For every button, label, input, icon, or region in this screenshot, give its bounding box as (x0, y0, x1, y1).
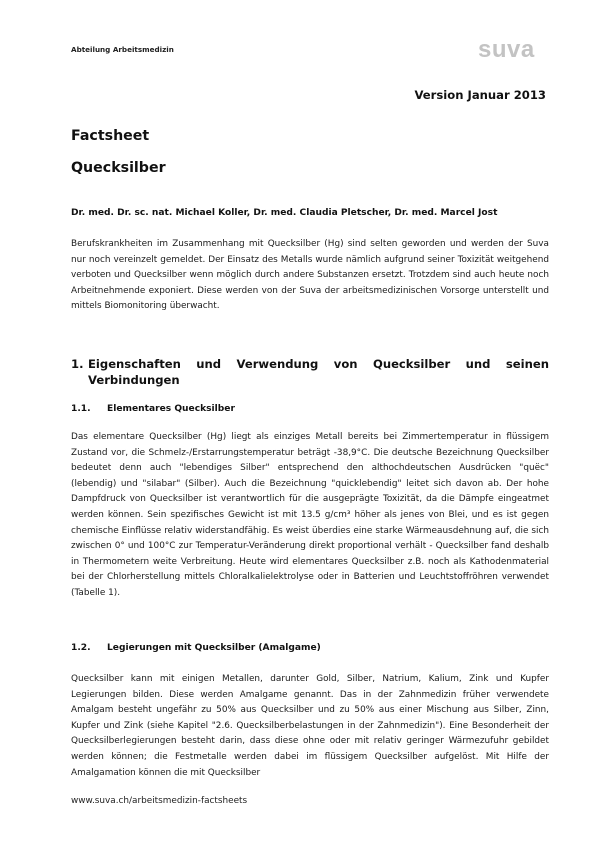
department-label: Abteilung Arbeitsmedizin (71, 45, 174, 54)
intro-paragraph: Berufskrankheiten im Zusammenhang mit Quecksilber (Hg) sind selten geworden und werden der Suva nur noch vereinzelt gemeldet. Der Einsatz des Metalls wurde nämlich aufgrund seiner Toxizität weitgehend verboten und Quecksilber wenn möglich durch andere Substanzen ersetzt. Trotzdem sind auch heute noch Arbeitnehmende exponiert. Diese werden von der Suva der arbeitsmedizinischen Vorsorge unterstellt und mittels Biomonitoring überwacht. (71, 239, 549, 312)
section-1-1-paragraph: Das elementare Quecksilber (Hg) liegt als einziges Metall bereits bei Zimmertemperatur in flüssigem Zustand vor, die Schmelz-/Erstarrungstemperatur beträgt -38,9°C. Die deutsche Bezeichnung Quecksilber bedeutet denn auch "lebendiges Silber" entsprechend den althochdeutschen Ausdrücken "quëc" (lebendig) und "silabar" (Silber). Auch die Bezeichnung "quicklebendig" leitet sich davon ab. Der hohe Dampfdruck von Quecksilber ist verantwortlich für die ausgeprägte Toxizität, da die Dämpfe eingeatmet werden können. Sein spezifisches Gewicht ist mit 13.5 g/cm³ höher als jenes von Blei, und es ist gegen chemische Einflüsse relativ widerstandfähig. Es weist überdies eine starke Wärmeausdehnung auf, die sich zwischen 0° und 100°C zur Temperatur-Veränderung direkt proportional verhält - Quecksilber fand deshalb in Thermometern weite Verbreitung. Heute wird elementares Quecksilber z.B. noch als Kathodenmaterial bei der Chlorherstellung mittels Chloralkalielektrolyse oder in Batterien und Leuchtstoffröhren verwendet (Tabelle 1). (71, 432, 549, 598)
authors-line: Dr. med. Dr. sc. nat. Michael Koller, Dr. med. Claudia Pletscher, Dr. med. Marcel Jost (71, 208, 498, 218)
doc-type-title: Factsheet (71, 128, 150, 144)
section-1-title: Eigenschaften und Verwendung von Quecksilber und seinen Verbindungen (88, 357, 549, 387)
doc-subject-title: Quecksilber (71, 160, 166, 176)
section-1-2-title: Legierungen mit Quecksilber (Amalgame) (107, 643, 321, 653)
section-1-1-title: Elementares Quecksilber (107, 404, 235, 414)
section-1-2-number: 1.2. (71, 643, 91, 653)
section-1-heading (71, 356, 549, 388)
version-label: Version Januar 2013 (414, 88, 546, 102)
section-1-1-number: 1.1. (71, 404, 91, 414)
footer-link[interactable]: www.suva.ch/arbeitsmedizin-factsheets (71, 796, 248, 806)
section-1-number: 1. (71, 357, 84, 371)
suva-logo: suva (478, 36, 535, 63)
section-1-2-paragraph: Quecksilber kann mit einigen Metallen, darunter Gold, Silber, Natrium, Kalium, Zink und Kupfer Legierungen bilden. Diese werden Amalgame genannt. Das in der Zahnmedizin früher verwendete Amalgam besteht ungefähr zu 50% aus Quecksilber und zu 50% aus einer Mischung aus Silber, Zinn, Kupfer und Zink (siehe Kapitel "2.6. Quecksilberbelastungen in der Zahnmedizin"). Eine Besonderheit der Quecksilberlegierungen besteht darin, dass diese ohne oder mit relativ geringer Wärmezufuhr gebildet werden können; die Festmetalle werden dabei im flüssigem Quecksilber aufgelöst. Mit Hilfe der Amalgamation können die mit Quecksilber (71, 674, 549, 778)
